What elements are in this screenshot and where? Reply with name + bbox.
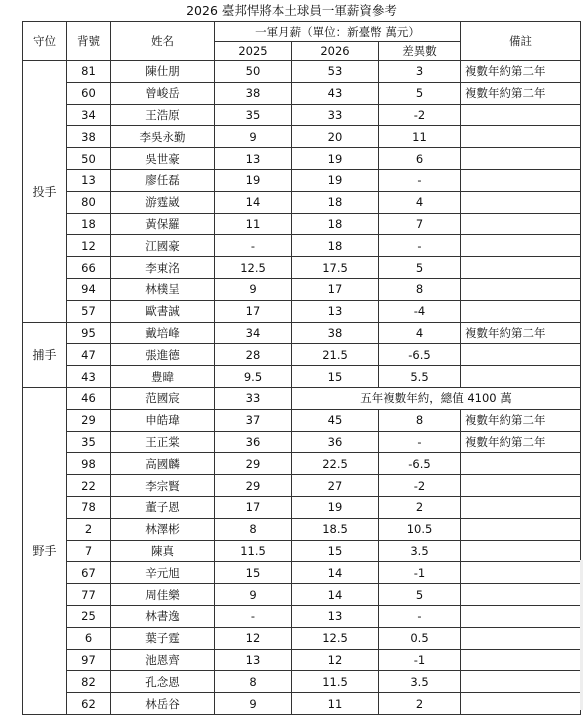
salary-2026-cell: 22.5 [292,453,379,475]
diff-cell: 8 [379,409,461,431]
header-name: 姓名 [111,22,215,61]
salary-2025-cell: 29 [215,475,292,497]
note-cell [461,562,581,584]
note-cell [461,148,581,170]
table-row [23,344,581,366]
name-cell: 孔念恩 [111,671,215,693]
page-title: 2026 臺邦悍將本土球員一軍薪資參考 [186,3,397,18]
name-cell: 李宗賢 [111,475,215,497]
salary-2025-cell: 9 [215,584,292,606]
diff-cell: -1 [379,562,461,584]
salary-2026-cell: 12 [292,649,379,671]
name-cell: 葉子霆 [111,627,215,649]
salary-2025-cell: 8 [215,518,292,540]
table-row [23,322,581,344]
diff-cell: 3.5 [379,671,461,693]
number-cell: 94 [67,278,111,300]
salary-2026-cell: 18 [292,213,379,235]
salary-2026-cell: 19 [292,169,379,191]
name-cell: 游霆崴 [111,191,215,213]
salary-2026-cell: 45 [292,409,379,431]
salary-2025-cell: 17 [215,496,292,518]
salary-2025-cell: 8 [215,671,292,693]
salary-2026-cell: 17.5 [292,257,379,279]
salary-2025-cell: - [215,605,292,627]
salary-2025-cell: 13 [215,649,292,671]
table-row [23,213,581,235]
salary-2026-cell: 19 [292,148,379,170]
number-cell: 80 [67,191,111,213]
salary-2026-cell: 21.5 [292,344,379,366]
number-cell: 2 [67,518,111,540]
salary-2025-cell: - [215,235,292,257]
number-cell: 22 [67,475,111,497]
salary-2025-cell: 11 [215,213,292,235]
salary-2025-cell: 34 [215,322,292,344]
salary-2026-cell: 38 [292,322,379,344]
salary-2026-cell: 11.5 [292,671,379,693]
table-row [23,366,581,388]
number-cell: 62 [67,693,111,715]
note-cell [461,126,581,148]
table-body [23,61,581,715]
salary-2025-cell: 37 [215,409,292,431]
salary-2026-cell: 18.5 [292,518,379,540]
salary-2026-cell: 18 [292,191,379,213]
table-row [23,235,581,257]
number-cell: 67 [67,562,111,584]
diff-cell: 5 [379,82,461,104]
diff-cell: 2 [379,496,461,518]
number-cell: 77 [67,584,111,606]
salary-2026-cell: 14 [292,562,379,584]
diff-cell: 11 [379,126,461,148]
number-cell: 81 [67,61,111,83]
salary-2025-cell: 15 [215,562,292,584]
table-row [23,453,581,475]
salary-2026-cell: 19 [292,496,379,518]
note-cell [461,649,581,671]
number-cell: 29 [67,409,111,431]
name-cell: 王正棠 [111,431,215,453]
diff-cell: - [379,431,461,453]
number-cell: 43 [67,366,111,388]
number-cell: 82 [67,671,111,693]
salary-2026-cell: 17 [292,278,379,300]
note-cell [461,344,581,366]
salary-2025-cell: 33 [215,387,292,409]
number-cell: 13 [67,169,111,191]
header-number: 背號 [67,22,111,61]
salary-2026-cell: 20 [292,126,379,148]
table-row [23,148,581,170]
diff-cell: 10.5 [379,518,461,540]
number-cell: 12 [67,235,111,257]
note-cell [461,496,581,518]
table-row [23,540,581,562]
number-cell: 7 [67,540,111,562]
table-row [23,126,581,148]
name-cell: 范國宸 [111,387,215,409]
salary-2026-cell: 13 [292,605,379,627]
header-position: 守位 [23,22,67,61]
name-cell: 林樸呈 [111,278,215,300]
header-2025: 2025 [215,42,292,61]
name-cell: 池恩齊 [111,649,215,671]
table-row [23,387,581,409]
diff-cell: -2 [379,104,461,126]
table-row [23,605,581,627]
note-cell: 複數年約第二年 [461,409,581,431]
header-diff: 差異數 [379,42,461,61]
diff-cell: 5 [379,584,461,606]
name-cell: 董子恩 [111,496,215,518]
salary-2025-cell: 19 [215,169,292,191]
table-row [23,693,581,715]
salary-2025-cell: 38 [215,82,292,104]
salary-2026-cell: 18 [292,235,379,257]
note-cell [461,671,581,693]
salary-2026-cell: 15 [292,366,379,388]
name-cell: 高國麟 [111,453,215,475]
table-row [23,496,581,518]
salary-2025-cell: 36 [215,431,292,453]
table-row [23,104,581,126]
number-cell: 25 [67,605,111,627]
diff-cell: -2 [379,475,461,497]
diff-cell: -4 [379,300,461,322]
note-cell [461,627,581,649]
note-cell [461,693,581,715]
number-cell: 98 [67,453,111,475]
note-cell [461,475,581,497]
number-cell: 46 [67,387,111,409]
diff-cell: 7 [379,213,461,235]
diff-cell: 2 [379,693,461,715]
table-row [23,649,581,671]
salary-2025-cell: 9 [215,126,292,148]
diff-cell: 4 [379,322,461,344]
position-cell: 投手 [23,61,67,323]
number-cell: 57 [67,300,111,322]
diff-cell: -1 [379,649,461,671]
salary-2025-cell: 28 [215,344,292,366]
table-row [23,518,581,540]
name-cell: 陳仕朋 [111,61,215,83]
diff-cell: 5 [379,257,461,279]
header-2026: 2026 [292,42,379,61]
diff-cell: 6 [379,148,461,170]
note-cell [461,104,581,126]
table-row [23,431,581,453]
table-row [23,671,581,693]
header-salary-group: 一軍月薪（單位：新臺幣 萬元） [215,22,461,42]
number-cell: 34 [67,104,111,126]
salary-2025-cell: 13 [215,148,292,170]
table-row [23,300,581,322]
note-cell [461,257,581,279]
salary-2025-cell: 12 [215,627,292,649]
diff-cell: - [379,605,461,627]
salary-2025-cell: 17 [215,300,292,322]
table-row [23,82,581,104]
name-cell: 豊暐 [111,366,215,388]
table-row [23,191,581,213]
note-cell [461,453,581,475]
salary-2025-cell: 50 [215,61,292,83]
note-cell: 複數年約第二年 [461,82,581,104]
diff-cell: - [379,235,461,257]
name-cell: 辛元旭 [111,562,215,584]
name-cell: 李東洺 [111,257,215,279]
note-cell [461,278,581,300]
diff-cell: 4 [379,191,461,213]
salary-2026-cell: 15 [292,540,379,562]
name-cell: 申皓瑋 [111,409,215,431]
salary-2026-cell: 33 [292,104,379,126]
table-row [23,257,581,279]
salary-2025-cell: 9 [215,278,292,300]
name-cell: 歐書誠 [111,300,215,322]
name-cell: 林岳谷 [111,693,215,715]
table-row [23,562,581,584]
note-cell [461,300,581,322]
diff-cell: -6.5 [379,344,461,366]
table-row [23,627,581,649]
name-cell: 林澤彬 [111,518,215,540]
note-cell: 複數年約第二年 [461,61,581,83]
note-cell [461,191,581,213]
salary-2026-cell: 11 [292,693,379,715]
table-row [23,475,581,497]
note-cell [461,584,581,606]
note-cell [461,518,581,540]
table-row [23,278,581,300]
number-cell: 78 [67,496,111,518]
name-cell: 李吳永勤 [111,126,215,148]
header-note: 備註 [461,22,581,61]
name-cell: 戴培峰 [111,322,215,344]
name-cell: 曾峻岳 [111,82,215,104]
diff-cell: -6.5 [379,453,461,475]
name-cell: 陳真 [111,540,215,562]
table-row [23,61,581,83]
number-cell: 6 [67,627,111,649]
number-cell: 47 [67,344,111,366]
position-cell: 捕手 [23,322,67,387]
note-cell [461,540,581,562]
salary-2026-cell: 53 [292,61,379,83]
diff-cell: - [379,169,461,191]
name-cell: 張進德 [111,344,215,366]
diff-cell: 8 [379,278,461,300]
note-cell [461,169,581,191]
name-cell: 王浩原 [111,104,215,126]
number-cell: 60 [67,82,111,104]
number-cell: 50 [67,148,111,170]
salary-table [22,21,581,715]
salary-2025-cell: 35 [215,104,292,126]
diff-cell: 3 [379,61,461,83]
note-cell [461,235,581,257]
number-cell: 97 [67,649,111,671]
diff-cell: 0.5 [379,627,461,649]
number-cell: 66 [67,257,111,279]
table-row [23,584,581,606]
name-cell: 吳世豪 [111,148,215,170]
salary-2026-cell: 27 [292,475,379,497]
name-cell: 林書逸 [111,605,215,627]
table-row [23,409,581,431]
number-cell: 38 [67,126,111,148]
salary-2025-cell: 11.5 [215,540,292,562]
salary-2026-cell: 12.5 [292,627,379,649]
salary-2026-cell: 13 [292,300,379,322]
number-cell: 18 [67,213,111,235]
diff-cell: 5.5 [379,366,461,388]
salary-2025-cell: 14 [215,191,292,213]
salary-2025-cell: 9.5 [215,366,292,388]
name-cell: 廖任磊 [111,169,215,191]
number-cell: 95 [67,322,111,344]
note-cell [461,213,581,235]
number-cell: 35 [67,431,111,453]
salary-2025-cell: 12.5 [215,257,292,279]
salary-2026-cell: 14 [292,584,379,606]
salary-2026-cell: 43 [292,82,379,104]
name-cell: 周佳樂 [111,584,215,606]
name-cell: 江國豪 [111,235,215,257]
note-cell: 複數年約第二年 [461,431,581,453]
note-cell: 複數年約第二年 [461,322,581,344]
position-cell: 野手 [23,387,67,714]
note-cell [461,605,581,627]
salary-2025-cell: 29 [215,453,292,475]
name-cell: 黃保羅 [111,213,215,235]
note-cell [461,366,581,388]
table-row [23,169,581,191]
salary-2025-cell: 9 [215,693,292,715]
contract-note-cell: 五年複數年約，總值 4100 萬 [292,387,581,409]
salary-2026-cell: 36 [292,431,379,453]
diff-cell: 3.5 [379,540,461,562]
